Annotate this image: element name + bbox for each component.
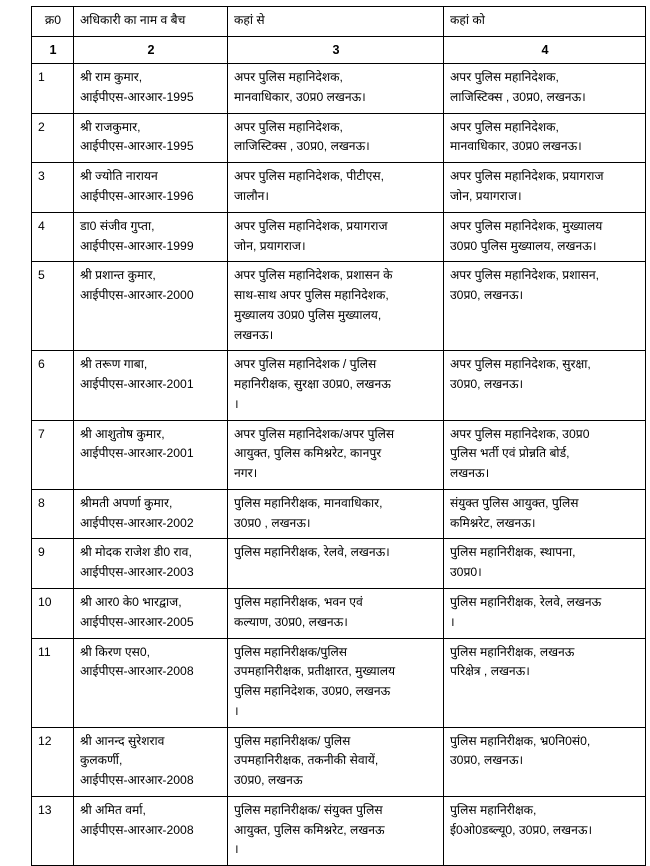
table-row	[32, 489, 646, 539]
text-line: अपर पुलिस महानिदेशक,	[234, 70, 343, 85]
cell-officer-name-batch	[74, 589, 228, 639]
table-header	[32, 7, 646, 64]
table-row	[32, 351, 646, 420]
cell-to	[444, 262, 646, 351]
text-line: नगर।	[234, 466, 258, 481]
text-line: पुलिस महानिरीक्षक, मानवाधिकार,	[234, 495, 383, 510]
text-line: ।	[234, 842, 239, 857]
text-line: पुलिस महानिरीक्षक,	[450, 802, 537, 817]
cell-from	[228, 539, 444, 589]
text-line: आईपीएस-आरआर-1995	[80, 89, 194, 104]
text-line: कल्याण, उ0प्र0, लखनऊ।	[234, 614, 348, 629]
cell-to	[444, 163, 646, 213]
column-number-2: 2	[74, 36, 228, 63]
text-line: जालौन।	[234, 188, 270, 203]
cell-to	[444, 64, 646, 114]
text-line: संयुक्त पुलिस आयुक्त, पुलिस	[450, 495, 579, 510]
column-number-4: 4	[444, 36, 646, 63]
column-number-1: 1	[32, 36, 74, 63]
text-line: डा0 संजीव गुप्ता,	[80, 218, 155, 233]
cell-officer-name-batch	[74, 163, 228, 213]
text-line: श्री मोदक राजेश डी0 राव,	[80, 545, 192, 560]
cell-to	[444, 489, 646, 539]
column-number-3: 3	[228, 36, 444, 63]
cell-officer-name-batch	[74, 64, 228, 114]
cell-to	[444, 638, 646, 727]
text-line: ।	[234, 396, 239, 411]
text-line: श्री आनन्द सुरेशराव	[80, 733, 165, 748]
text-line: मानवाधिकार, उ0प्र0 लखनऊ।	[450, 139, 582, 154]
text-line: उ0प्र0, लखनऊ।	[450, 753, 524, 768]
text-line: मानवाधिकार, उ0प्र0 लखनऊ।	[234, 89, 366, 104]
cell-serial-number: 9	[32, 539, 74, 589]
cell-from	[228, 420, 444, 489]
text-line: श्री राजकुमार,	[80, 119, 141, 134]
text-line: महानिरीक्षक, सुरक्षा उ0प्र0, लखनऊ	[234, 377, 391, 392]
column-number-row	[32, 36, 646, 63]
cell-serial-number: 7	[32, 420, 74, 489]
text-line: आयुक्त, पुलिस कमिश्नरेट, लखनऊ	[234, 822, 385, 837]
text-line: उ0प्र0, लखनऊ।	[450, 377, 524, 392]
cell-serial-number: 10	[32, 589, 74, 639]
cell-serial-number: 1	[32, 64, 74, 114]
text-line: लखनऊ।	[234, 327, 274, 342]
text-line: आईपीएस-आरआर-2008	[80, 822, 194, 837]
cell-serial-number: 13	[32, 796, 74, 865]
text-line: परिक्षेत्र , लखनऊ।	[450, 664, 530, 679]
text-line: पुलिस महानिरीक्षक, लखनऊ	[450, 644, 575, 659]
cell-to	[444, 589, 646, 639]
table-row	[32, 727, 646, 796]
text-line: लाजिस्टिक्स , उ0प्र0, लखनऊ।	[234, 139, 370, 154]
text-line: श्री प्रशान्त कुमार,	[80, 268, 156, 283]
table-body	[32, 64, 646, 866]
text-line: आईपीएस-आरआर-1995	[80, 139, 194, 154]
cell-officer-name-batch	[74, 212, 228, 262]
table-row	[32, 638, 646, 727]
table-row	[32, 163, 646, 213]
header-row	[32, 7, 646, 37]
text-line: आईपीएस-आरआर-2002	[80, 515, 194, 530]
cell-from	[228, 262, 444, 351]
cell-serial-number: 5	[32, 262, 74, 351]
cell-to	[444, 113, 646, 163]
text-line: अपर पुलिस महानिदेशक, सुरक्षा,	[450, 357, 591, 372]
cell-to	[444, 539, 646, 589]
cell-to	[444, 796, 646, 865]
text-line: आईपीएस-आरआर-2000	[80, 288, 194, 303]
text-line: अपर पुलिस महानिदेशक, प्रयागराज	[450, 169, 604, 184]
text-line: आईपीएस-आरआर-2008	[80, 664, 194, 679]
cell-to	[444, 420, 646, 489]
table-row	[32, 796, 646, 865]
cell-from	[228, 64, 444, 114]
cell-from	[228, 638, 444, 727]
text-line: अपर पुलिस महानिदेशक, उ0प्र0	[450, 426, 590, 441]
text-line: उपमहानिरीक्षक, प्रतीक्षारत, मुख्यालय	[234, 664, 396, 679]
cell-from	[228, 113, 444, 163]
cell-to	[444, 212, 646, 262]
text-line: उ0प्र0।	[450, 565, 482, 580]
text-line: पुलिस महानिरीक्षक, रेलवे, लखनऊ	[450, 595, 602, 609]
text-line: अपर पुलिस महानिदेशक/अपर पुलिस	[234, 426, 395, 441]
cell-serial-number: 4	[32, 212, 74, 262]
text-line: कमिश्नरेट, लखनऊ।	[450, 515, 536, 530]
cell-officer-name-batch	[74, 113, 228, 163]
text-line: लखनऊ।	[450, 466, 490, 481]
cell-serial-number: 12	[32, 727, 74, 796]
cell-officer-name-batch	[74, 351, 228, 420]
text-line: अपर पुलिस महानिदेशक,	[234, 119, 343, 134]
cell-from	[228, 163, 444, 213]
cell-serial-number: 8	[32, 489, 74, 539]
text-line: अपर पुलिस महानिदेशक, मुख्यालय	[450, 218, 603, 233]
text-line: पुलिस महानिरीक्षक/ पुलिस	[234, 733, 351, 748]
text-line: अपर पुलिस महानिदेशक, पीटीएस,	[234, 169, 385, 184]
text-line: उ0प्र0 पुलिस मुख्यालय, लखनऊ।	[450, 238, 597, 253]
cell-from	[228, 589, 444, 639]
cell-to	[444, 351, 646, 420]
text-line: अपर पुलिस महानिदेशक, प्रयागराज	[234, 218, 388, 233]
text-line: पुलिस महानिरीक्षक, रेलवे, लखनऊ।	[234, 545, 390, 560]
cell-serial-number: 2	[32, 113, 74, 163]
cell-from	[228, 351, 444, 420]
cell-serial-number: 11	[32, 638, 74, 727]
text-line: उ0प्र0 , लखनऊ।	[234, 515, 311, 530]
header-to: कहां को	[444, 7, 646, 37]
text-line: श्री आर0 के0 भारद्वाज,	[80, 595, 182, 609]
text-line: ।	[450, 614, 455, 629]
text-line: साथ-साथ अपर पुलिस महानिदेशक,	[234, 288, 389, 303]
text-line: आईपीएस-आरआर-1999	[80, 238, 194, 253]
cell-from	[228, 727, 444, 796]
text-line: ।	[234, 703, 239, 718]
cell-officer-name-batch	[74, 796, 228, 865]
text-line: अपर पुलिस महानिदेशक,	[450, 70, 559, 85]
text-line: उपमहानिरीक्षक, तकनीकी सेवायें,	[234, 753, 379, 768]
text-line: आयुक्त, पुलिस कमिश्नरेट, कानपुर	[234, 446, 382, 461]
text-line: अपर पुलिस महानिदेशक / पुलिस	[234, 357, 377, 372]
text-line: पुलिस महानिरीक्षक, भ्र0नि0सं0,	[450, 733, 591, 748]
header-from: कहां से	[228, 7, 444, 37]
text-line: अपर पुलिस महानिदेशक, प्रशासन,	[450, 268, 600, 283]
cell-officer-name-batch	[74, 489, 228, 539]
text-line: जोन, प्रयागराज।	[234, 238, 306, 253]
text-line: मुख्यालय उ0प्र0 पुलिस मुख्यालय,	[234, 307, 382, 322]
text-line: अपर पुलिस महानिदेशक, प्रशासन के	[234, 268, 393, 283]
table-row	[32, 539, 646, 589]
text-line: जोन, प्रयागराज।	[450, 188, 522, 203]
text-line: पुलिस महानिरीक्षक/पुलिस	[234, 644, 348, 659]
text-line: अपर पुलिस महानिदेशक,	[450, 119, 559, 134]
text-line: आईपीएस-आरआर-2001	[80, 377, 194, 392]
cell-from	[228, 796, 444, 865]
text-line: पुलिस महानिरीक्षक, स्थापना,	[450, 545, 576, 560]
text-line: पुलिस महानिरीक्षक/ संयुक्त पुलिस	[234, 802, 383, 817]
text-line: आईपीएस-आरआर-2008	[80, 773, 194, 788]
text-line: श्रीमती अपर्णा कुमार,	[80, 495, 173, 510]
text-line: पुलिस भर्ती एवं प्रोन्नति बोर्ड,	[450, 446, 570, 461]
text-line: पुलिस महानिरीक्षक, भवन एवं	[234, 595, 363, 609]
text-line: श्री आशुतोष कुमार,	[80, 426, 165, 441]
cell-from	[228, 489, 444, 539]
text-line: लाजिस्टिक्स , उ0प्र0, लखनऊ।	[450, 89, 586, 104]
text-line: श्री राम कुमार,	[80, 70, 143, 85]
cell-from	[228, 212, 444, 262]
text-line: श्री अमित वर्मा,	[80, 802, 146, 817]
text-line: उ0प्र0, लखनऊ।	[450, 288, 524, 303]
cell-officer-name-batch	[74, 539, 228, 589]
cell-officer-name-batch	[74, 727, 228, 796]
table-row	[32, 420, 646, 489]
header-officer-name-batch: अधिकारी का नाम व बैच	[74, 7, 228, 37]
text-line: आईपीएस-आरआर-2005	[80, 614, 194, 629]
text-line: श्री ज्योति नारायन	[80, 169, 158, 184]
cell-to	[444, 727, 646, 796]
cell-officer-name-batch	[74, 420, 228, 489]
table-row	[32, 212, 646, 262]
text-line: श्री किरण एस0,	[80, 644, 151, 659]
officer-transfer-table	[31, 6, 646, 866]
text-line: आईपीएस-आरआर-1996	[80, 188, 194, 203]
header-serial-number: क्र0	[32, 7, 74, 37]
text-line: ई0ओ0डब्ल्यू0, उ0प्र0, लखनऊ।	[450, 822, 593, 837]
text-line: कुलकर्णी,	[80, 753, 123, 768]
text-line: आईपीएस-आरआर-2003	[80, 565, 194, 580]
cell-officer-name-batch	[74, 262, 228, 351]
table-row	[32, 64, 646, 114]
text-line: श्री तरूण गाबा,	[80, 357, 148, 372]
text-line: उ0प्र0, लखनऊ	[234, 773, 303, 788]
cell-serial-number: 3	[32, 163, 74, 213]
text-line: आईपीएस-आरआर-2001	[80, 446, 194, 461]
table-row	[32, 113, 646, 163]
table-row	[32, 589, 646, 639]
cell-officer-name-batch	[74, 638, 228, 727]
cell-serial-number: 6	[32, 351, 74, 420]
text-line: पुलिस महानिदेशक, उ0प्र0, लखनऊ	[234, 684, 391, 699]
table-row	[32, 262, 646, 351]
